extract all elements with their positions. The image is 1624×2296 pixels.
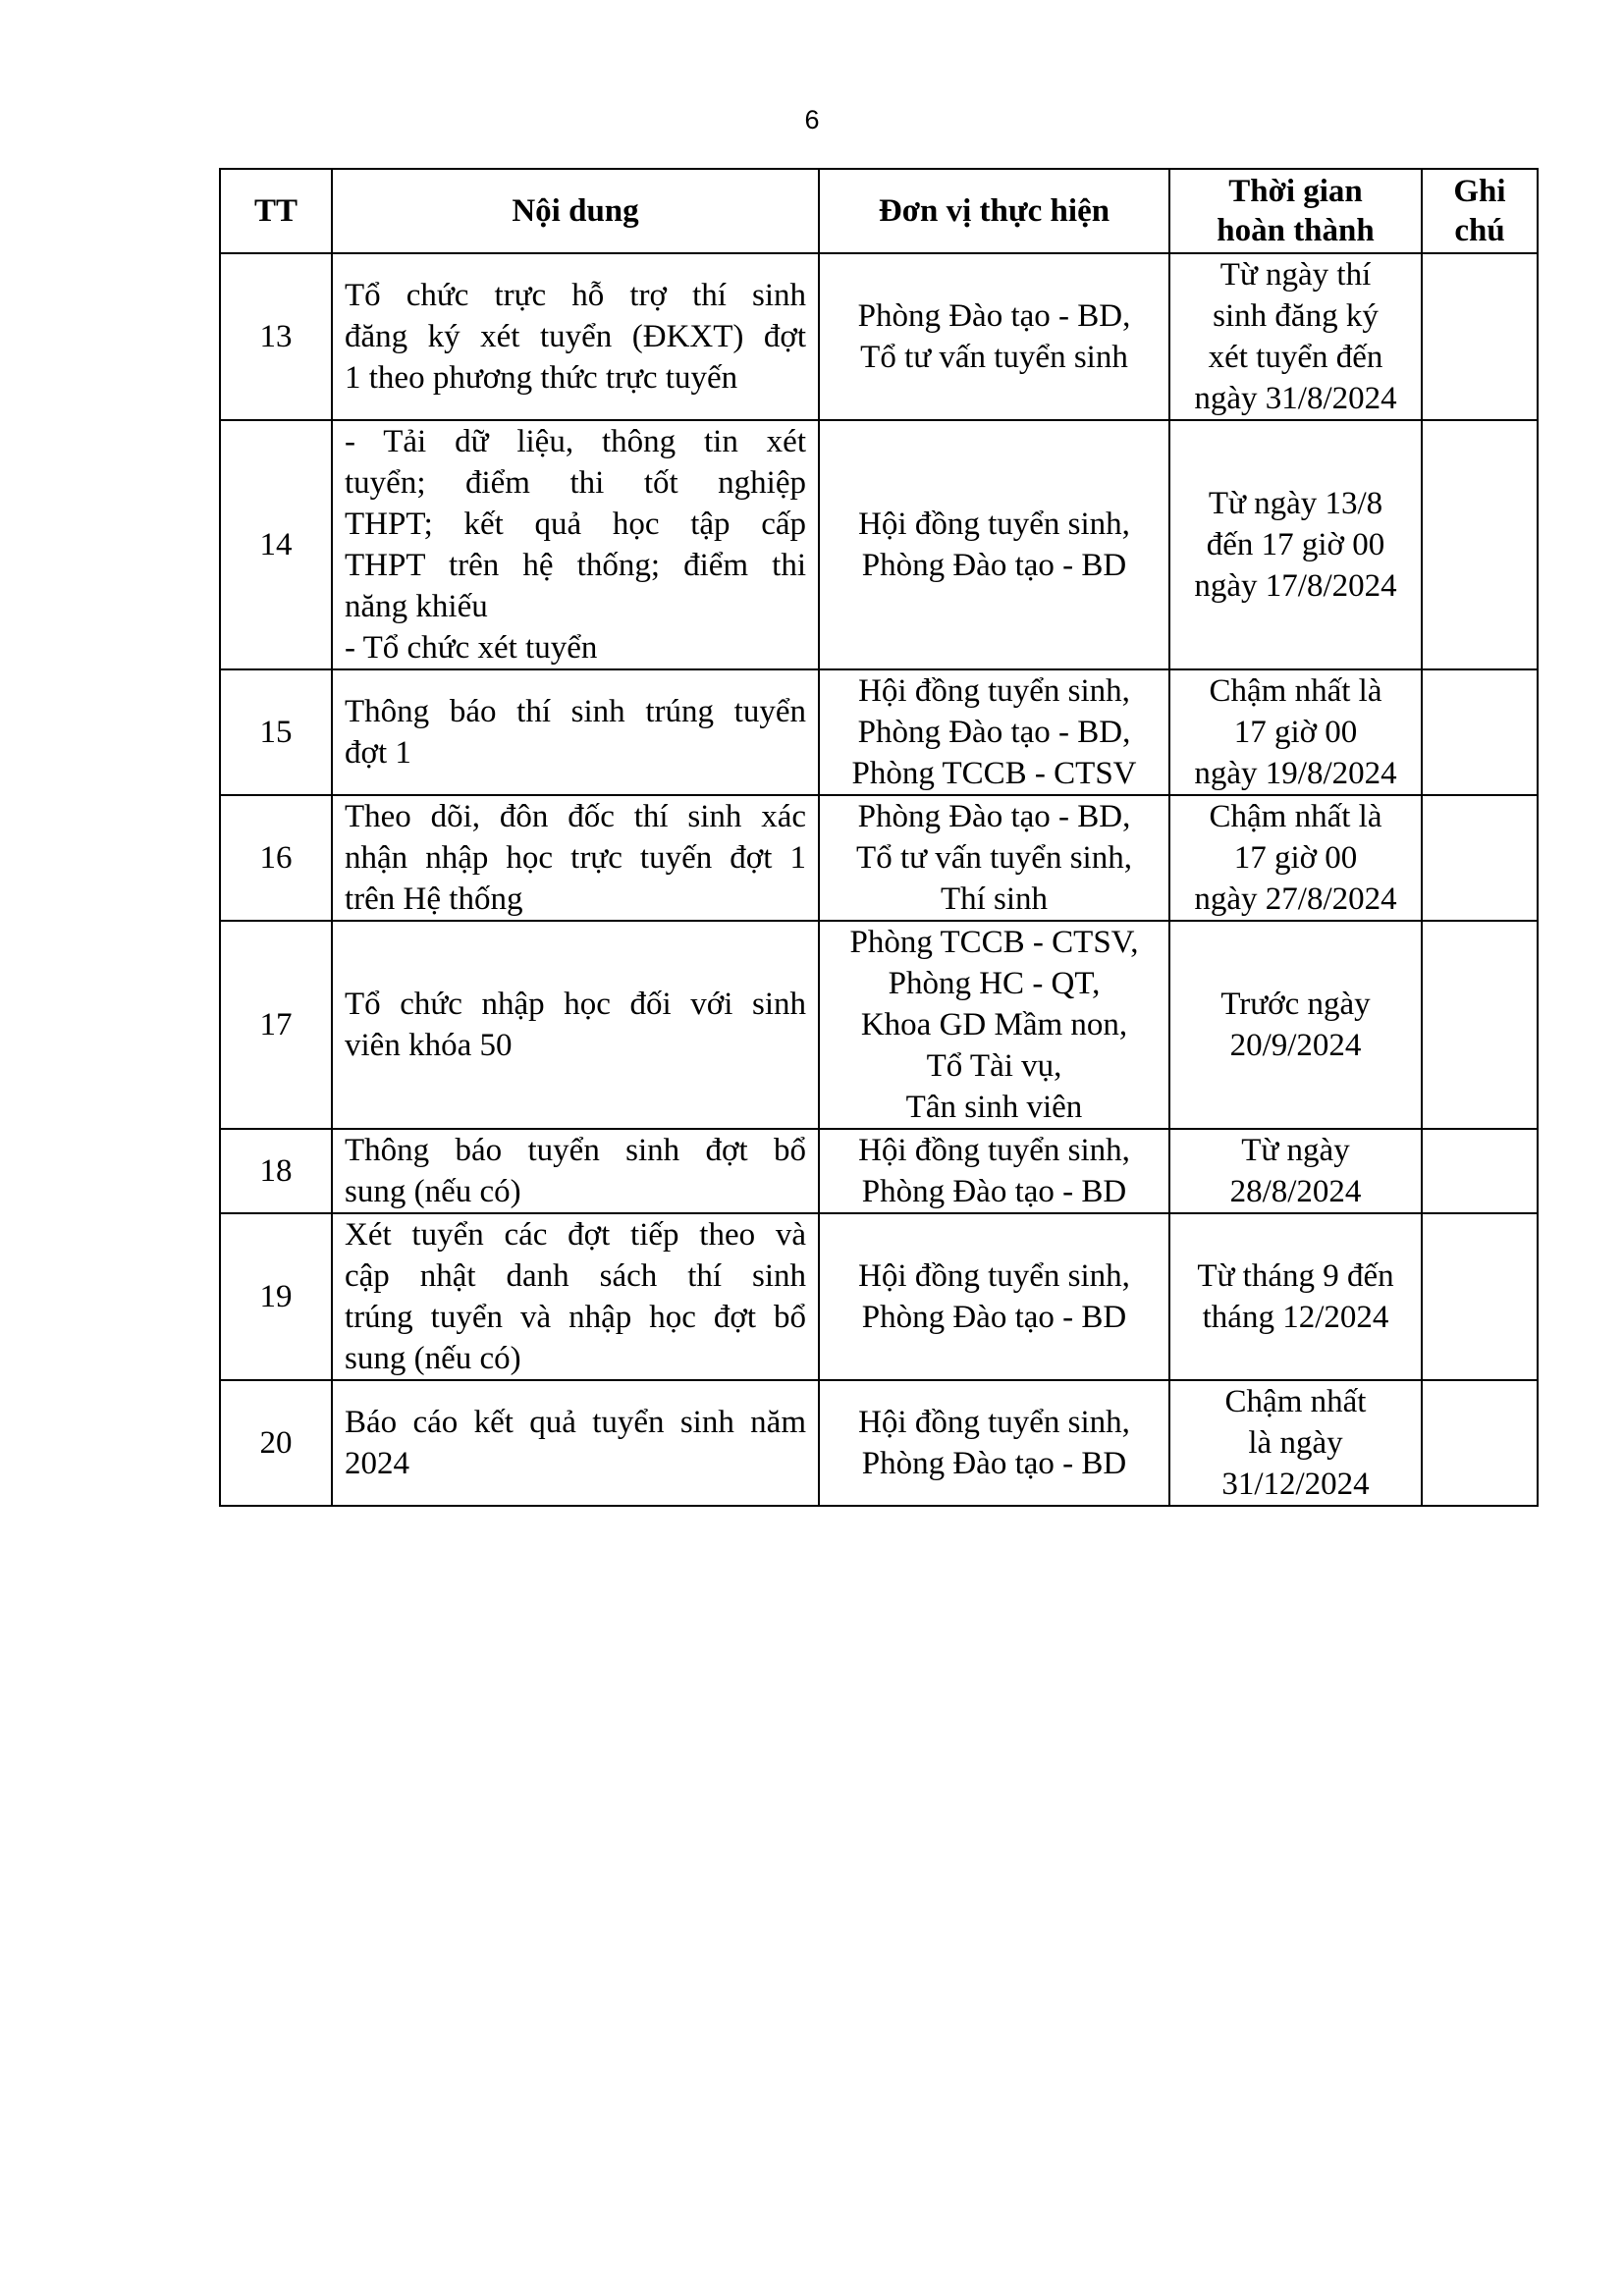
- content-line: cập nhật danh sách thí sinh: [345, 1258, 806, 1294]
- header-unit: Đơn vị thực hiện: [819, 169, 1169, 253]
- time-line: Chậm nhất: [1224, 1384, 1367, 1419]
- cell-content: [332, 253, 819, 420]
- page-number: 6: [804, 105, 820, 134]
- admission-schedule-table: [219, 168, 1539, 1507]
- time-line: Từ tháng 9 đến: [1197, 1258, 1394, 1294]
- cell-unit: [819, 420, 1169, 669]
- time-line: 28/8/2024: [1229, 1174, 1362, 1209]
- cell-content: [332, 1129, 819, 1213]
- cell-unit: [819, 1129, 1169, 1213]
- time-line: ngày 27/8/2024: [1194, 881, 1397, 917]
- content-line: đăng ký xét tuyển (ĐKXT) đợt: [345, 319, 806, 354]
- cell-unit: [819, 1380, 1169, 1506]
- content-line: tuyển; điểm thi tốt nghiệp: [345, 465, 806, 501]
- cell-note: [1422, 921, 1538, 1129]
- header-time: [1169, 169, 1422, 253]
- content-line: trúng tuyển và nhập học đợt bổ: [345, 1300, 806, 1335]
- content-line: Theo dõi, đôn đốc thí sinh xác: [345, 799, 806, 834]
- row-number: 19: [220, 1213, 332, 1380]
- cell-unit: [819, 1213, 1169, 1380]
- table-header: [220, 169, 1538, 253]
- cell-time: [1169, 1129, 1422, 1213]
- header-content: Nội dung: [332, 169, 819, 253]
- content-line: năng khiếu: [345, 589, 488, 624]
- unit-line: Phòng Đào tạo - BD: [861, 1174, 1127, 1209]
- time-line: 17 giờ 00: [1233, 715, 1358, 750]
- time-line: đến 17 giờ 00: [1206, 527, 1385, 562]
- cell-note: [1422, 1380, 1538, 1506]
- cell-time: [1169, 420, 1422, 669]
- cell-time: [1169, 921, 1422, 1129]
- unit-line: Tổ tư vấn tuyển sinh,: [856, 840, 1132, 876]
- table-row: [220, 921, 1538, 1129]
- content-line: Tổ chức trực hỗ trợ thí sinh: [345, 278, 806, 313]
- header-time-line: Thời gian: [1228, 174, 1363, 209]
- row-number: 20: [220, 1380, 332, 1506]
- header-note-line: Ghi: [1453, 174, 1506, 209]
- unit-line: Tổ tư vấn tuyển sinh: [860, 340, 1128, 375]
- cell-note: [1422, 795, 1538, 921]
- cell-content: [332, 669, 819, 795]
- content-line: THPT; kết quả học tập cấp: [345, 507, 806, 542]
- cell-time: [1169, 253, 1422, 420]
- cell-content: [332, 921, 819, 1129]
- row-number: 13: [220, 253, 332, 420]
- content-line: Thông báo thí sinh trúng tuyển: [345, 694, 806, 729]
- unit-line: Phòng Đào tạo - BD,: [857, 715, 1131, 750]
- content-line: đợt 1: [345, 735, 411, 771]
- content-line: 2024: [345, 1446, 409, 1481]
- cell-content: [332, 795, 819, 921]
- unit-line: Phòng Đào tạo - BD,: [857, 799, 1131, 834]
- unit-line: Phòng TCCB - CTSV: [851, 756, 1137, 791]
- content-line: viên khóa 50: [345, 1028, 513, 1063]
- header-row: [220, 169, 1538, 253]
- content-line: Xét tuyển các đợt tiếp theo và: [345, 1217, 806, 1253]
- table-row: [220, 1213, 1538, 1380]
- unit-line: Hội đồng tuyển sinh,: [858, 673, 1130, 709]
- content-line: - Tải dữ liệu, thông tin xét: [345, 424, 806, 459]
- unit-line: Khoa GD Mầm non,: [860, 1007, 1128, 1042]
- time-line: sinh đăng ký: [1213, 298, 1379, 334]
- time-line: Từ ngày thí: [1219, 257, 1372, 293]
- time-line: Từ ngày 13/8: [1208, 486, 1383, 521]
- unit-line: Hội đồng tuyển sinh,: [858, 507, 1130, 542]
- cell-content: [332, 1213, 819, 1380]
- row-number: 14: [220, 420, 332, 669]
- table-row: [220, 1129, 1538, 1213]
- header-note-line: chú: [1454, 213, 1505, 248]
- content-line: sung (nếu có): [345, 1341, 521, 1376]
- unit-line: Phòng HC - QT,: [888, 966, 1101, 1001]
- time-line: ngày 19/8/2024: [1194, 756, 1397, 791]
- header-tt: TT: [220, 169, 332, 253]
- header-note: [1422, 169, 1538, 253]
- cell-time: [1169, 669, 1422, 795]
- time-line: ngày 31/8/2024: [1194, 381, 1397, 416]
- content-line: 1 theo phương thức trực tuyến: [345, 360, 738, 396]
- unit-line: Hội đồng tuyển sinh,: [858, 1133, 1130, 1168]
- cell-note: [1422, 1129, 1538, 1213]
- unit-line: Thí sinh: [940, 881, 1049, 917]
- cell-time: [1169, 795, 1422, 921]
- content-line: - Tổ chức xét tuyển: [345, 630, 598, 666]
- content-line: sung (nếu có): [345, 1174, 521, 1209]
- table-row: [220, 795, 1538, 921]
- unit-line: Phòng Đào tạo - BD: [861, 548, 1127, 583]
- cell-note: [1422, 1213, 1538, 1380]
- time-line: Từ ngày: [1241, 1133, 1350, 1168]
- unit-line: Phòng TCCB - CTSV,: [849, 925, 1139, 960]
- table-row: [220, 420, 1538, 669]
- cell-content: [332, 420, 819, 669]
- unit-line: Hội đồng tuyển sinh,: [858, 1258, 1130, 1294]
- table-row: [220, 253, 1538, 420]
- row-number: 15: [220, 669, 332, 795]
- cell-note: [1422, 420, 1538, 669]
- cell-note: [1422, 669, 1538, 795]
- time-line: 31/12/2024: [1221, 1467, 1370, 1502]
- time-line: Chậm nhất là: [1209, 799, 1382, 834]
- unit-line: Phòng Đào tạo - BD,: [857, 298, 1131, 334]
- time-line: Trước ngày: [1220, 987, 1371, 1022]
- unit-line: Hội đồng tuyển sinh,: [858, 1405, 1130, 1440]
- cell-unit: [819, 253, 1169, 420]
- time-line: là ngày: [1248, 1425, 1343, 1461]
- unit-line: Tân sinh viên: [905, 1090, 1083, 1125]
- unit-line: Tổ Tài vụ,: [926, 1048, 1062, 1084]
- row-number: 18: [220, 1129, 332, 1213]
- table-row: [220, 669, 1538, 795]
- content-line: Báo cáo kết quả tuyển sinh năm: [345, 1405, 806, 1440]
- cell-unit: [819, 921, 1169, 1129]
- time-line: 20/9/2024: [1229, 1028, 1362, 1063]
- content-line: Tổ chức nhập học đối với sinh: [345, 987, 806, 1022]
- cell-time: [1169, 1213, 1422, 1380]
- cell-unit: [819, 669, 1169, 795]
- time-line: tháng 12/2024: [1202, 1300, 1389, 1335]
- unit-line: Phòng Đào tạo - BD: [861, 1446, 1127, 1481]
- cell-time: [1169, 1380, 1422, 1506]
- cell-content: [332, 1380, 819, 1506]
- time-line: Chậm nhất là: [1209, 673, 1382, 709]
- unit-line: Phòng Đào tạo - BD: [861, 1300, 1127, 1335]
- row-number: 17: [220, 921, 332, 1129]
- content-line: Thông báo tuyển sinh đợt bổ: [345, 1133, 806, 1168]
- content-line: nhận nhập học trực tuyến đợt 1: [345, 840, 806, 876]
- time-line: xét tuyển đến: [1208, 340, 1383, 375]
- header-time-line: hoàn thành: [1217, 213, 1375, 248]
- cell-unit: [819, 795, 1169, 921]
- time-line: 17 giờ 00: [1233, 840, 1358, 876]
- content-line: THPT trên hệ thống; điểm thi: [345, 548, 806, 583]
- time-line: ngày 17/8/2024: [1194, 568, 1397, 604]
- content-line: trên Hệ thống: [345, 881, 523, 917]
- table-body: [220, 253, 1538, 1506]
- cell-note: [1422, 253, 1538, 420]
- row-number: 16: [220, 795, 332, 921]
- table-row: [220, 1380, 1538, 1506]
